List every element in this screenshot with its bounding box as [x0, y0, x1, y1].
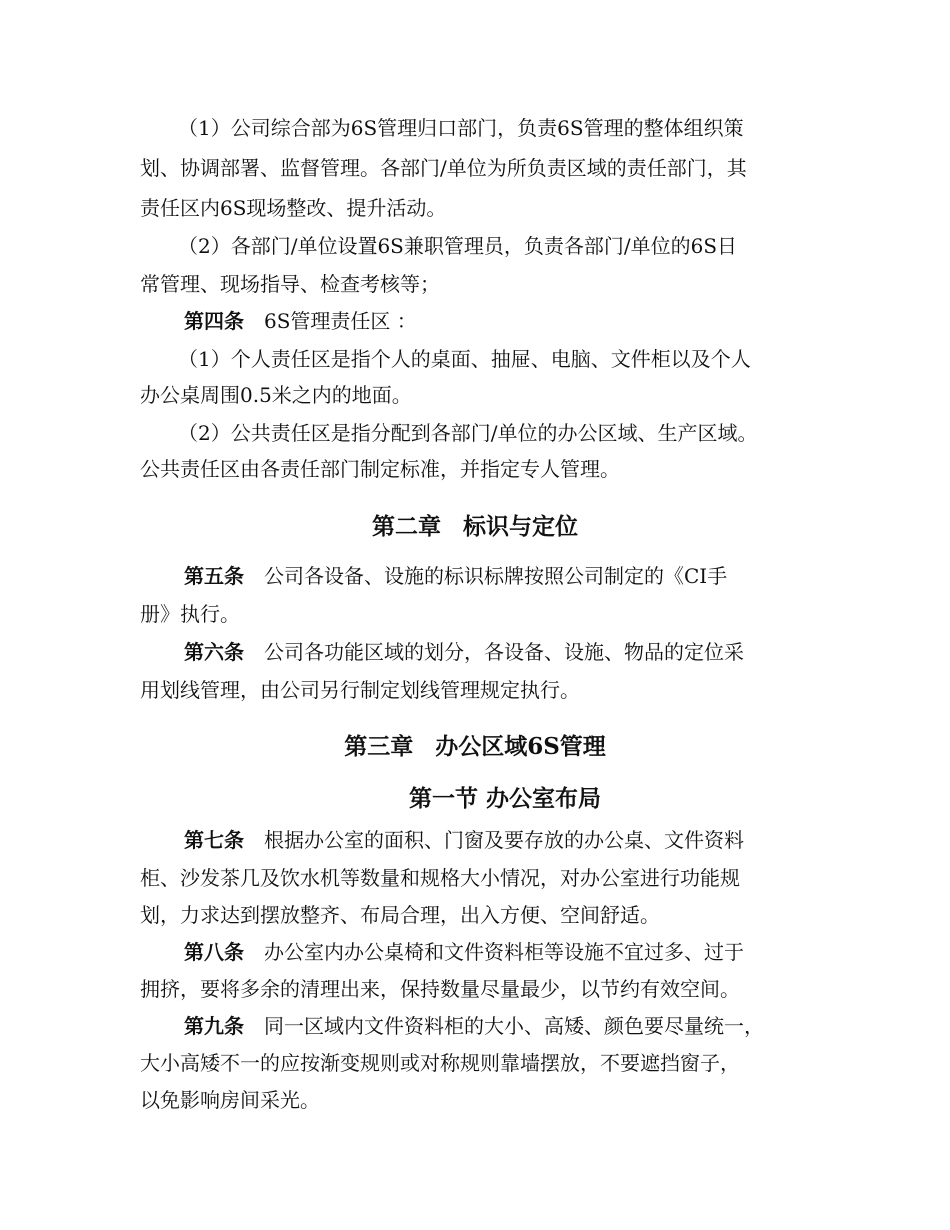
article8-text1: 办公室内办公桌椅和文件资料柜等设施不宜过多、过于	[264, 940, 744, 964]
para3-line1: （1）个人责任区是指个人的桌面、抽屉、电脑、文件柜以及个人	[178, 347, 751, 371]
para1-line2: 划、协调部署、监督管理。各部门/单位为所负责区域的责任部门，其	[140, 156, 747, 180]
article5-text1: 公司各设备、设施的标识标牌按照公司制定的《CI手	[264, 564, 728, 588]
article6-label: 第六条	[184, 640, 244, 664]
para3-line2: 办公桌周围0.5米之内的地面。	[140, 383, 412, 407]
article8-line1	[184, 934, 824, 970]
para1-line1: （1）公司综合部为6S管理归口部门，负责6S管理的整体组织策	[178, 116, 744, 140]
article4-text: 6S管理责任区 ：	[264, 309, 417, 333]
article7-text1: 根据办公室的面积、门窗及要存放的办公桌、文件资料	[264, 828, 744, 852]
chapter3-number: 第三章	[344, 733, 414, 760]
article9-line1	[184, 1008, 824, 1044]
chapter2-title: 标识与定位	[463, 513, 578, 540]
chapter3-title: 办公区域6S管理	[435, 733, 606, 760]
para4-line1: （2）公共责任区是指分配到各部门/单位的办公区域、生产区域。	[178, 421, 758, 445]
article8-line2: 拥挤，要将多余的清理出来，保持数量尽量最少，以节约有效空间。	[140, 977, 740, 1001]
article5-line2: 册》执行。	[140, 602, 240, 626]
article5-line1	[184, 558, 824, 594]
article4-label: 第四条	[184, 309, 244, 333]
article9-line3: 以免影响房间采光。	[140, 1088, 320, 1112]
article7-line1	[184, 822, 824, 858]
article9-label: 第九条	[184, 1014, 244, 1038]
article7-line3: 划，力求达到摆放整齐、布局合理，出入方便、空间舒适。	[140, 903, 660, 927]
article9-line2: 大小高矮不一的应按渐变规则或对称规则靠墙摆放，不要遮挡窗子，	[140, 1051, 740, 1075]
article6-line2: 用划线管理，由公司另行制定划线管理规定执行。	[140, 678, 580, 702]
article6-line1	[184, 634, 824, 670]
para1-line3: 责任区内6S现场整改、提升活动。	[140, 196, 447, 220]
article5-label: 第五条	[184, 564, 244, 588]
article4-line	[184, 303, 824, 339]
article7-label: 第七条	[184, 828, 244, 852]
article9-text1: 同一区域内文件资料柜的大小、高矮、颜色要尽量统一，	[264, 1014, 764, 1038]
article8-label: 第八条	[184, 940, 244, 964]
chapter2-number: 第二章	[372, 513, 441, 540]
article6-text1: 公司各功能区域的划分，各设备、设施、物品的定位采	[264, 640, 744, 664]
chapter3-heading	[0, 727, 950, 767]
section1-heading: 第一节 办公室布局	[408, 785, 601, 812]
para2-line2: 常管理、现场指导、检查考核等；	[140, 272, 440, 296]
article7-line2: 柜、沙发茶几及饮水机等数量和规格大小情况，对办公室进行功能规	[140, 866, 740, 890]
para4-line2: 公共责任区由各责任部门制定标准，并指定专人管理。	[140, 457, 620, 481]
chapter2-heading	[0, 507, 950, 547]
para2-line1: （2）各部门/单位设置6S兼职管理员，负责各部门/单位的6S日	[178, 234, 738, 258]
